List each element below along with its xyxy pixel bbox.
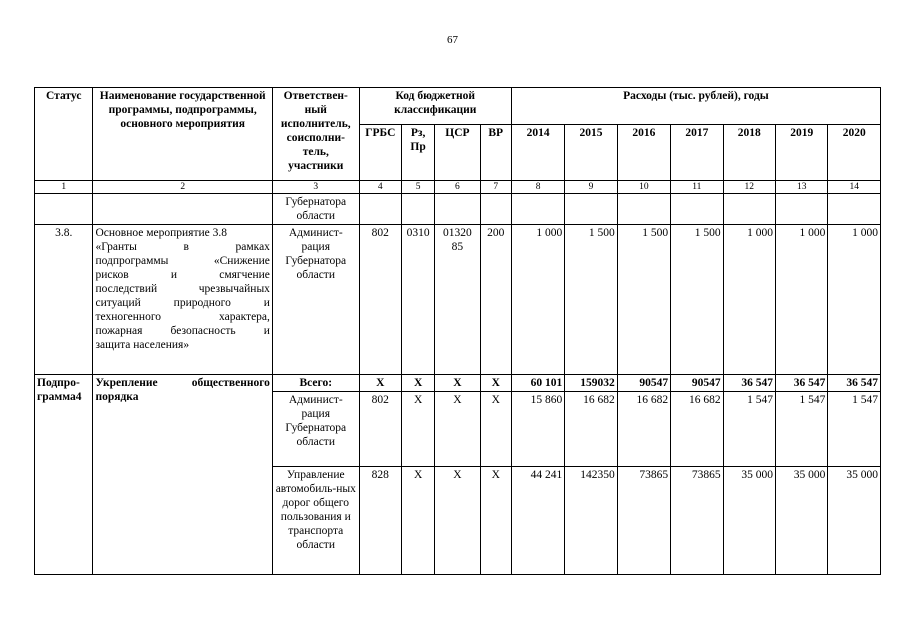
- header-expenses: Расходы (тыс. рублей), годы: [511, 88, 880, 125]
- header-year: 2016: [617, 125, 670, 181]
- row-value: 1 500: [565, 225, 617, 375]
- row-value: 1 000: [775, 225, 827, 375]
- admin-value: 16 682: [565, 392, 617, 467]
- admin-value: 15 860: [511, 392, 564, 467]
- roads-csr: Х: [435, 467, 480, 575]
- row-name-line: Основное мероприятие 3.8: [95, 227, 227, 239]
- header-rzpr: Рз, Пр: [401, 125, 434, 181]
- row-name: [93, 225, 272, 375]
- header-row-1: [35, 88, 881, 125]
- roads-value: 73865: [617, 467, 670, 575]
- total-value: 90547: [617, 375, 670, 392]
- admin-value: 1 547: [775, 392, 827, 467]
- header-year: 2018: [723, 125, 775, 181]
- column-number: 7: [480, 181, 511, 194]
- budget-table: [34, 87, 881, 575]
- header-year: 2015: [565, 125, 617, 181]
- column-number: 9: [565, 181, 617, 194]
- total-value: 60 101: [511, 375, 564, 392]
- total-value: 36 547: [828, 375, 881, 392]
- roads-value: 44 241: [511, 467, 564, 575]
- header-year: 2019: [775, 125, 827, 181]
- roads-grbs: 828: [359, 467, 401, 575]
- row-value: 1 000: [511, 225, 564, 375]
- roads-responsible: Управление автомобиль-ных дорог общего пользования и транспорта области: [272, 467, 359, 575]
- row-3-8: [35, 225, 881, 375]
- column-number: 6: [435, 181, 480, 194]
- row-name-line: защита населения»: [95, 339, 190, 351]
- roads-value: 73865: [671, 467, 723, 575]
- column-number: 11: [671, 181, 723, 194]
- header-budget-code: Код бюджетной классификации: [359, 88, 511, 125]
- row-name-line: рисков и смягчение: [95, 269, 270, 281]
- column-number: 1: [35, 181, 93, 194]
- total-value: 36 547: [775, 375, 827, 392]
- total-csr: Х: [435, 375, 480, 392]
- column-number: 12: [723, 181, 775, 194]
- column-number: 14: [828, 181, 881, 194]
- column-number: 2: [93, 181, 272, 194]
- column-number: 5: [401, 181, 434, 194]
- continued-row: [35, 194, 881, 225]
- admin-rzpr: Х: [401, 392, 434, 467]
- column-number: 13: [775, 181, 827, 194]
- row-name-line: «Гранты в рамках: [95, 241, 270, 253]
- header-csr: ЦСР: [435, 125, 480, 181]
- header-year: 2017: [671, 125, 723, 181]
- row-name-line: техногенного характера,: [95, 311, 270, 323]
- row-name-line: пожарная безопасность и: [95, 325, 270, 337]
- page-number: 67: [447, 34, 458, 46]
- header-year: 2014: [511, 125, 564, 181]
- roads-rzpr: Х: [401, 467, 434, 575]
- row-responsible: Админист-рация Губернатора области: [272, 225, 359, 375]
- header-grbs: ГРБС: [359, 125, 401, 181]
- admin-responsible: Админист-рация Губернатора области: [272, 392, 359, 467]
- roads-value: 142350: [565, 467, 617, 575]
- roads-value: 35 000: [723, 467, 775, 575]
- total-value: 159032: [565, 375, 617, 392]
- total-rzpr: Х: [401, 375, 434, 392]
- column-number-row: [35, 181, 881, 194]
- row-status: 3.8.: [35, 225, 93, 375]
- column-number: 8: [511, 181, 564, 194]
- total-grbs: Х: [359, 375, 401, 392]
- header-vr: ВР: [480, 125, 511, 181]
- admin-grbs: 802: [359, 392, 401, 467]
- total-vr: Х: [480, 375, 511, 392]
- admin-csr: Х: [435, 392, 480, 467]
- continued-responsible: Губернатора области: [272, 194, 359, 225]
- total-value: 36 547: [723, 375, 775, 392]
- header-status: Статус: [35, 88, 93, 181]
- roads-value: 35 000: [775, 467, 827, 575]
- roads-vr: Х: [480, 467, 511, 575]
- total-label: Всего:: [272, 375, 359, 392]
- header-name: Наименование государственной программы, подпрограммы, основного мероприятия: [93, 88, 272, 181]
- row-value: 1 000: [723, 225, 775, 375]
- row-value: 1 000: [828, 225, 881, 375]
- admin-value: 16 682: [617, 392, 670, 467]
- subprogram-name: Укрепление общественного порядка: [93, 375, 272, 575]
- row-grbs: 802: [359, 225, 401, 375]
- column-number: 3: [272, 181, 359, 194]
- admin-value: 16 682: [671, 392, 723, 467]
- row-name-line: ситуаций природного и: [95, 297, 270, 309]
- subprogram-status: Подпро-грамма4: [35, 375, 93, 575]
- header-year: 2020: [828, 125, 881, 181]
- row-csr: 01320 85: [435, 225, 480, 375]
- row-name-line: последствий чрезвычайных: [95, 283, 270, 295]
- subprogram-total-row: [35, 375, 881, 392]
- header-responsible: Ответствен-ный исполнитель, соисполни-тель, участники: [272, 88, 359, 181]
- row-rzpr: 0310: [401, 225, 434, 375]
- row-value: 1 500: [617, 225, 670, 375]
- column-number: 4: [359, 181, 401, 194]
- admin-vr: Х: [480, 392, 511, 467]
- row-name-line: подпрограммы «Снижение: [95, 255, 270, 267]
- row-value: 1 500: [671, 225, 723, 375]
- row-vr: 200: [480, 225, 511, 375]
- roads-value: 35 000: [828, 467, 881, 575]
- admin-value: 1 547: [723, 392, 775, 467]
- column-number: 10: [617, 181, 670, 194]
- admin-value: 1 547: [828, 392, 881, 467]
- total-value: 90547: [671, 375, 723, 392]
